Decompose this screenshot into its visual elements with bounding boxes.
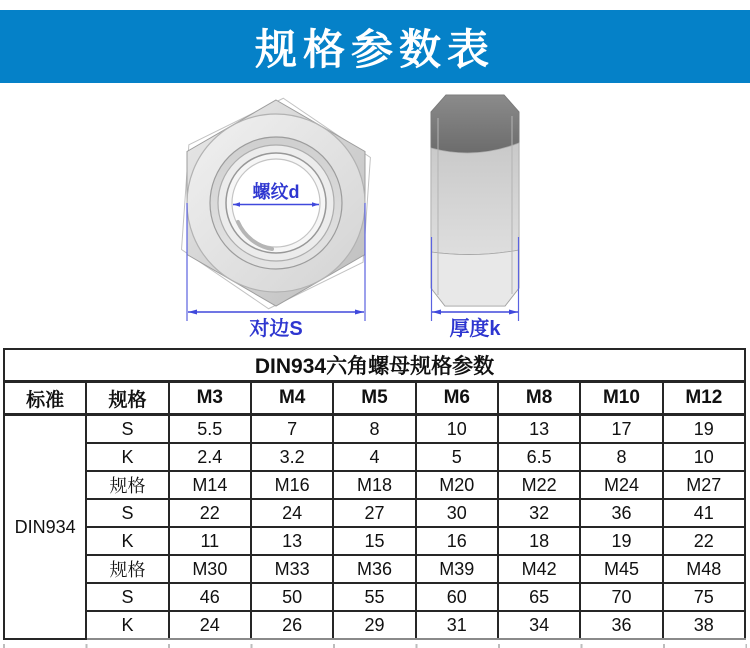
cell-value: 55 [333,583,415,611]
cell-value: 8 [333,415,415,444]
cell-value: 3.2 [251,443,333,471]
cell-value: 8 [580,443,662,471]
nut-side-view [431,95,519,340]
cell-value: 36 [580,499,662,527]
cell-value: 22 [169,499,251,527]
table-row [4,583,745,611]
side-bottom-face [431,250,519,306]
cell-value: 6.5 [498,443,580,471]
cell-value: M36 [333,555,415,583]
row-label: S [86,499,168,527]
size-header-M5: M5 [333,382,415,415]
cell-value: M30 [169,555,251,583]
side-middle-face [431,143,519,255]
cell-value: 38 [663,611,745,639]
cell-value: 60 [416,583,498,611]
table-row [4,471,745,499]
standard-header: 标准 [4,382,86,415]
cell-value: 29 [333,611,415,639]
row-label: S [86,415,168,444]
cell-value: 30 [416,499,498,527]
cell-value: 10 [416,415,498,444]
cell-value: M24 [580,471,662,499]
cell-value: 32 [498,499,580,527]
nut-front-view [178,92,374,340]
size-header-M8: M8 [498,382,580,415]
cell-value: 13 [498,415,580,444]
cell-value: 31 [416,611,498,639]
cell-value: 26 [251,611,333,639]
table-row [4,499,745,527]
thickness-label: 厚度k [449,318,501,340]
cell-value: 2.4 [169,443,251,471]
spec-header: 规格 [86,382,168,415]
table-row [4,527,745,555]
cell-value: 15 [333,527,415,555]
cell-value: 34 [498,611,580,639]
row-label: 规格 [86,471,168,499]
table-row [4,443,745,471]
cell-value: M42 [498,555,580,583]
across-flats-label: 对边S [249,318,303,340]
table-row [4,555,745,583]
cell-value: 4 [333,443,415,471]
cell-value: 19 [580,527,662,555]
standard-value: DIN934 [4,415,86,640]
cell-value: 7 [251,415,333,444]
title-banner [0,10,750,83]
cell-value: 11 [169,527,251,555]
size-header-M3: M3 [169,382,251,415]
nut-diagram [0,83,750,345]
cell-value: 18 [498,527,580,555]
cell-value: M22 [498,471,580,499]
row-label: K [86,443,168,471]
cell-value: 36 [580,611,662,639]
cell-value: M39 [416,555,498,583]
cell-value: 46 [169,583,251,611]
side-top-face [431,95,519,153]
cell-value: 27 [333,499,415,527]
cell-value: 17 [580,415,662,444]
cell-value: 5.5 [169,415,251,444]
row-label: K [86,527,168,555]
cell-value: 16 [416,527,498,555]
row-label: S [86,583,168,611]
row-label: 规格 [86,555,168,583]
cell-value: 13 [251,527,333,555]
spec-table [3,348,746,640]
thread-label: 螺纹d [252,182,300,202]
cell-value: M48 [663,555,745,583]
table-row [4,611,745,639]
size-header-M4: M4 [251,382,333,415]
page-title: 规格参数表 [254,24,495,74]
cell-value: M20 [416,471,498,499]
size-header-M6: M6 [416,382,498,415]
table-title: DIN934六角螺母规格参数 [4,349,745,382]
cell-value: M33 [251,555,333,583]
cell-value: M45 [580,555,662,583]
size-header-M10: M10 [580,382,662,415]
cell-value: M14 [169,471,251,499]
table-row [4,415,745,444]
cell-value: 5 [416,443,498,471]
cell-value: 22 [663,527,745,555]
cell-value: M27 [663,471,745,499]
cell-value: 70 [580,583,662,611]
cell-value: 24 [251,499,333,527]
spec-table-body [4,349,745,639]
cell-value: 10 [663,443,745,471]
cell-value: 50 [251,583,333,611]
cell-value: 65 [498,583,580,611]
cell-value: 24 [169,611,251,639]
cutoff-row-stubs [3,644,747,648]
cell-value: M16 [251,471,333,499]
row-label: K [86,611,168,639]
cell-value: 41 [663,499,745,527]
size-header-M12: M12 [663,382,745,415]
cell-value: M18 [333,471,415,499]
cell-value: 75 [663,583,745,611]
cell-value: 19 [663,415,745,444]
